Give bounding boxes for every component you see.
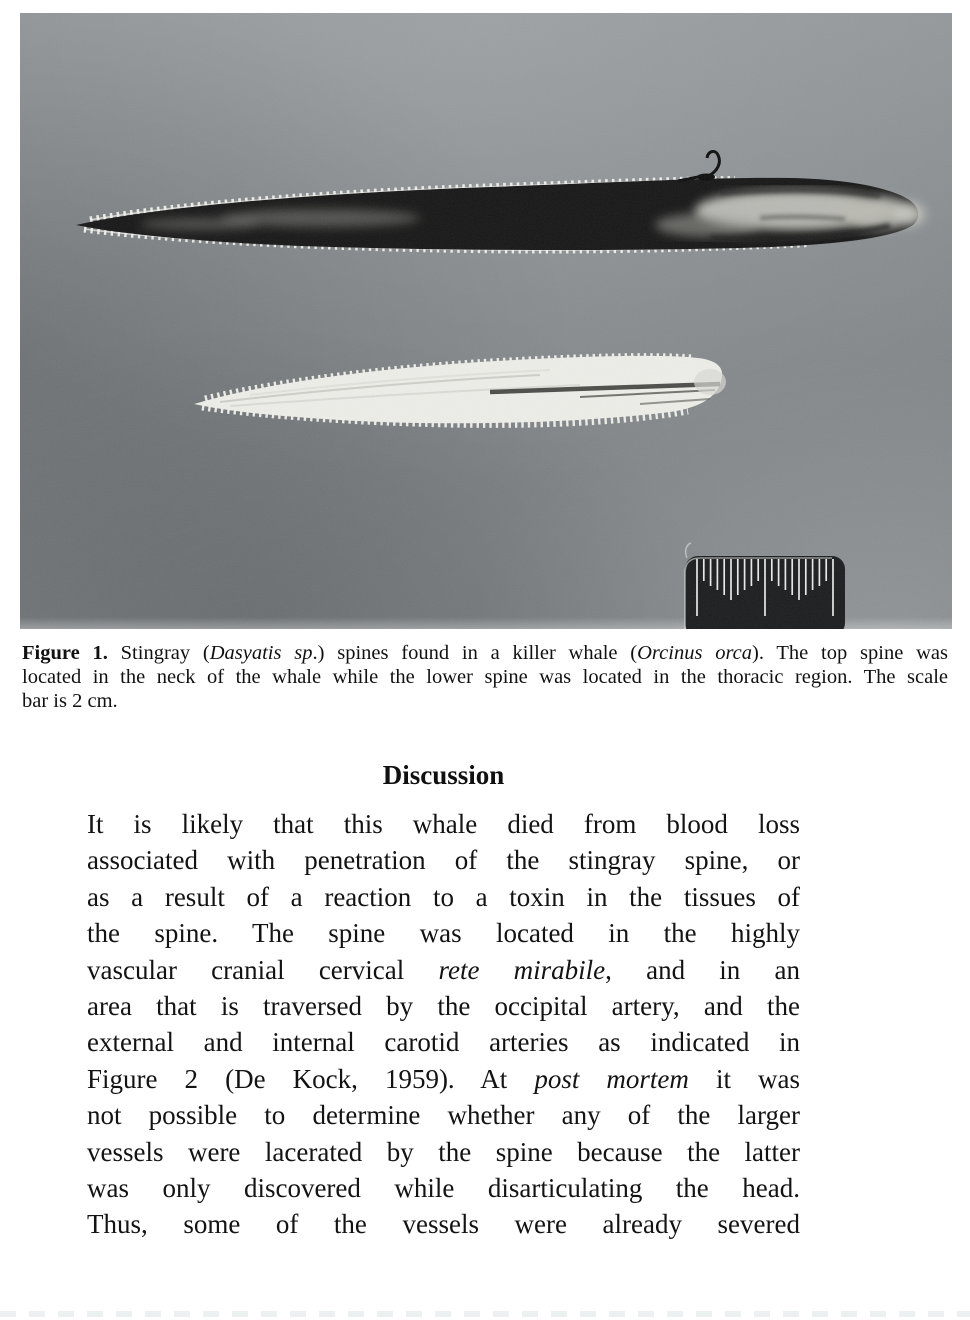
figure-1-photo bbox=[20, 13, 952, 629]
text-line bbox=[87, 1206, 800, 1242]
text-segment: the spine. The spine was located in the highly bbox=[87, 918, 800, 949]
text-segment: It is likely that this whale died from blood loss bbox=[87, 809, 800, 839]
text-line bbox=[87, 988, 800, 1024]
text-segment: Figure 2 (De Kock, 1959). At bbox=[87, 1063, 535, 1094]
text-segment: Orcinus orca bbox=[637, 642, 753, 664]
text-segment: Dasyatis sp bbox=[209, 642, 313, 664]
text-line bbox=[22, 689, 948, 713]
text-line bbox=[87, 1134, 800, 1170]
text-line bbox=[87, 842, 800, 878]
text-segment: located in the neck of the whale while the lower spine was located in the thoracic region. The scale bbox=[22, 666, 948, 688]
text-segment: vascular cranial cervical bbox=[87, 954, 439, 985]
text-segment: Stingray ( bbox=[107, 642, 210, 664]
text-line bbox=[87, 1170, 800, 1206]
text-segment: rete mirabile bbox=[438, 954, 606, 985]
text-segment: Thus, some of the vessels were already severed bbox=[87, 1209, 800, 1240]
text-segment: external and internal carotid arteries as indicated in bbox=[87, 1027, 800, 1058]
film-grain-overlay bbox=[20, 13, 952, 629]
text-segment: Figure 1. bbox=[22, 642, 108, 664]
text-line bbox=[87, 879, 800, 915]
text-line bbox=[87, 1097, 800, 1133]
text-segment: post mortem bbox=[534, 1063, 689, 1094]
figure-1-caption bbox=[22, 641, 948, 713]
text-segment: , and in an bbox=[605, 954, 801, 985]
text-segment: as a result of a reaction to a toxin in the tissues of bbox=[87, 881, 800, 912]
text-segment: vessels were lacerated by the spine because the latter bbox=[87, 1136, 800, 1167]
discussion-paragraph bbox=[87, 806, 800, 1243]
text-segment: not possible to determine whether any of the larger bbox=[87, 1100, 800, 1131]
text-line bbox=[87, 1061, 800, 1097]
text-segment: ). The top spine was bbox=[752, 642, 948, 664]
text-segment: was only discovered while disarticulating the head. bbox=[87, 1173, 800, 1204]
page-edge-dashes bbox=[0, 1311, 970, 1317]
text-segment: it was bbox=[688, 1063, 801, 1094]
text-segment: associated with penetration of the stingray spine, or bbox=[87, 845, 800, 876]
text-segment: area that is traversed by the occipital artery, and the bbox=[87, 991, 800, 1022]
text-line bbox=[22, 665, 948, 689]
text-line bbox=[87, 915, 800, 951]
text-line bbox=[22, 641, 948, 665]
stingray-spines-photo bbox=[20, 13, 952, 629]
text-line bbox=[87, 1024, 800, 1060]
text-segment: .) spines found in a killer whale ( bbox=[312, 642, 638, 664]
section-heading-discussion: Discussion bbox=[382, 760, 505, 790]
text-segment: bar is 2 cm. bbox=[22, 690, 118, 712]
text-line bbox=[87, 806, 800, 842]
text-line bbox=[87, 952, 800, 988]
